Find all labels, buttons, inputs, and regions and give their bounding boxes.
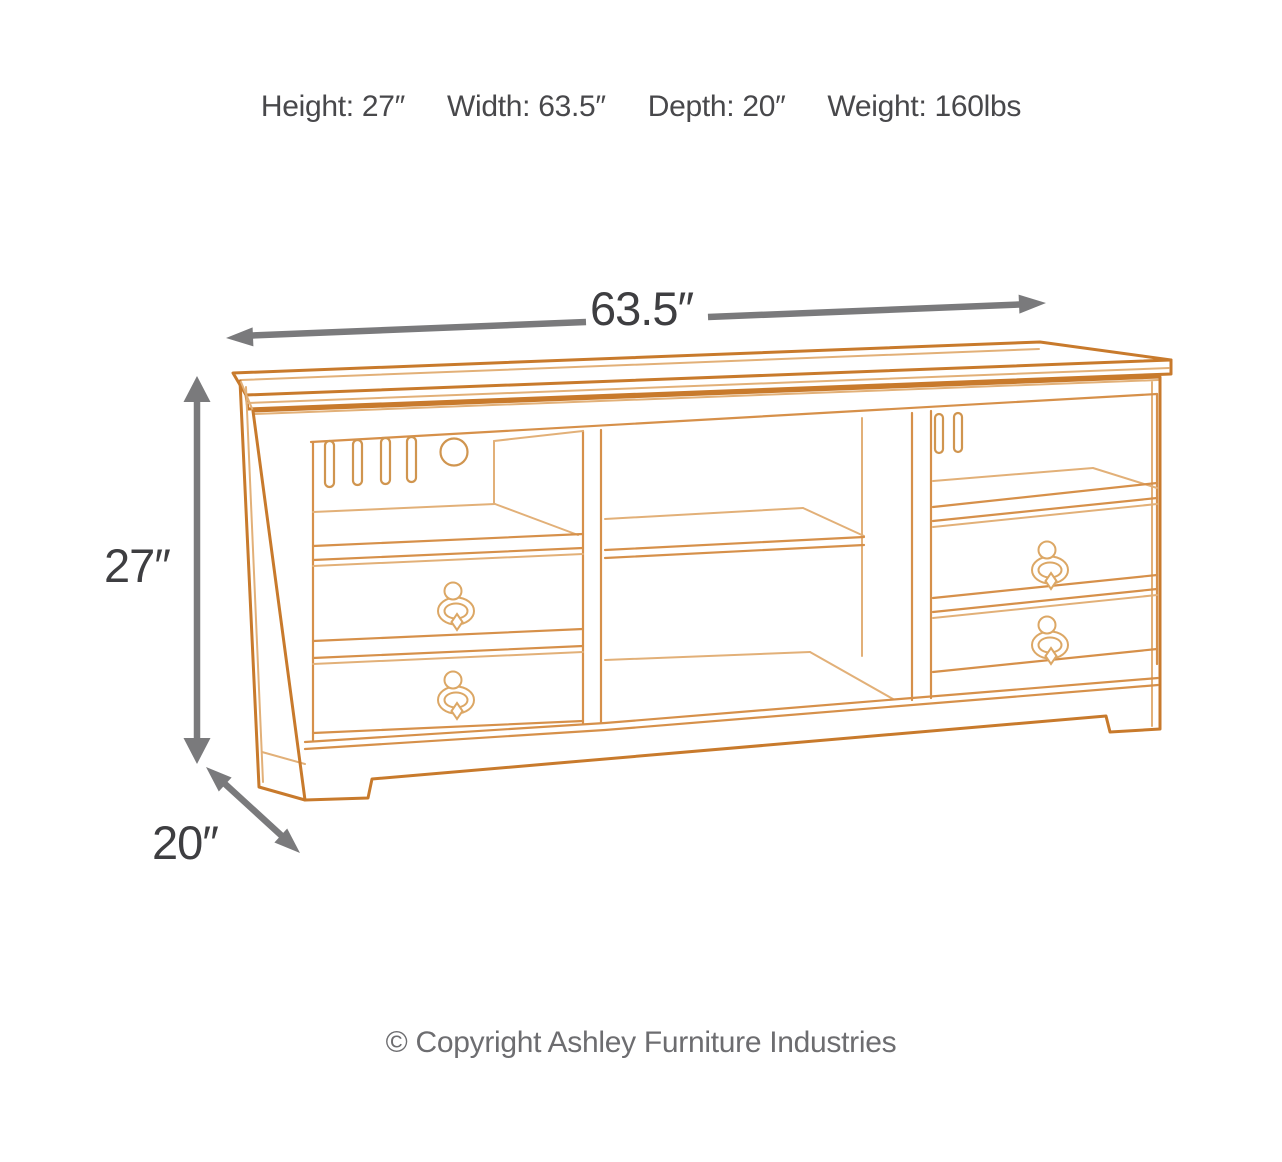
cable-hole [441, 439, 468, 466]
width-dimension-arrow [226, 295, 1046, 347]
ring-pull [438, 672, 474, 720]
depth-dimension-label: 20″ [152, 816, 218, 869]
ring-pull [438, 583, 474, 631]
right-compartment [933, 413, 1157, 521]
left-compartment [313, 431, 583, 560]
top-panel [233, 342, 1171, 414]
depth-dimension-arrow [206, 767, 300, 853]
height-dimension-arrow [184, 376, 211, 764]
spec-width: Width: 63.5″ [446, 90, 606, 123]
tv-stand-drawing [233, 342, 1171, 800]
ring-pull [1032, 617, 1068, 665]
spec-height: Height: 27″ [260, 90, 405, 123]
spec-weight: Weight: 160lbs [827, 90, 1022, 123]
copyright-text: © Copyright Ashley Furniture Industries [385, 1026, 897, 1059]
cable-slots-right [935, 413, 962, 453]
width-dimension-label: 63.5″ [590, 282, 694, 335]
cable-slots-left [325, 437, 416, 487]
plinth [305, 678, 1158, 749]
center-compartment [605, 508, 893, 699]
spec-depth: Depth: 20″ [647, 90, 786, 123]
height-dimension-label: 27″ [104, 539, 170, 592]
ring-pull [1032, 542, 1068, 590]
